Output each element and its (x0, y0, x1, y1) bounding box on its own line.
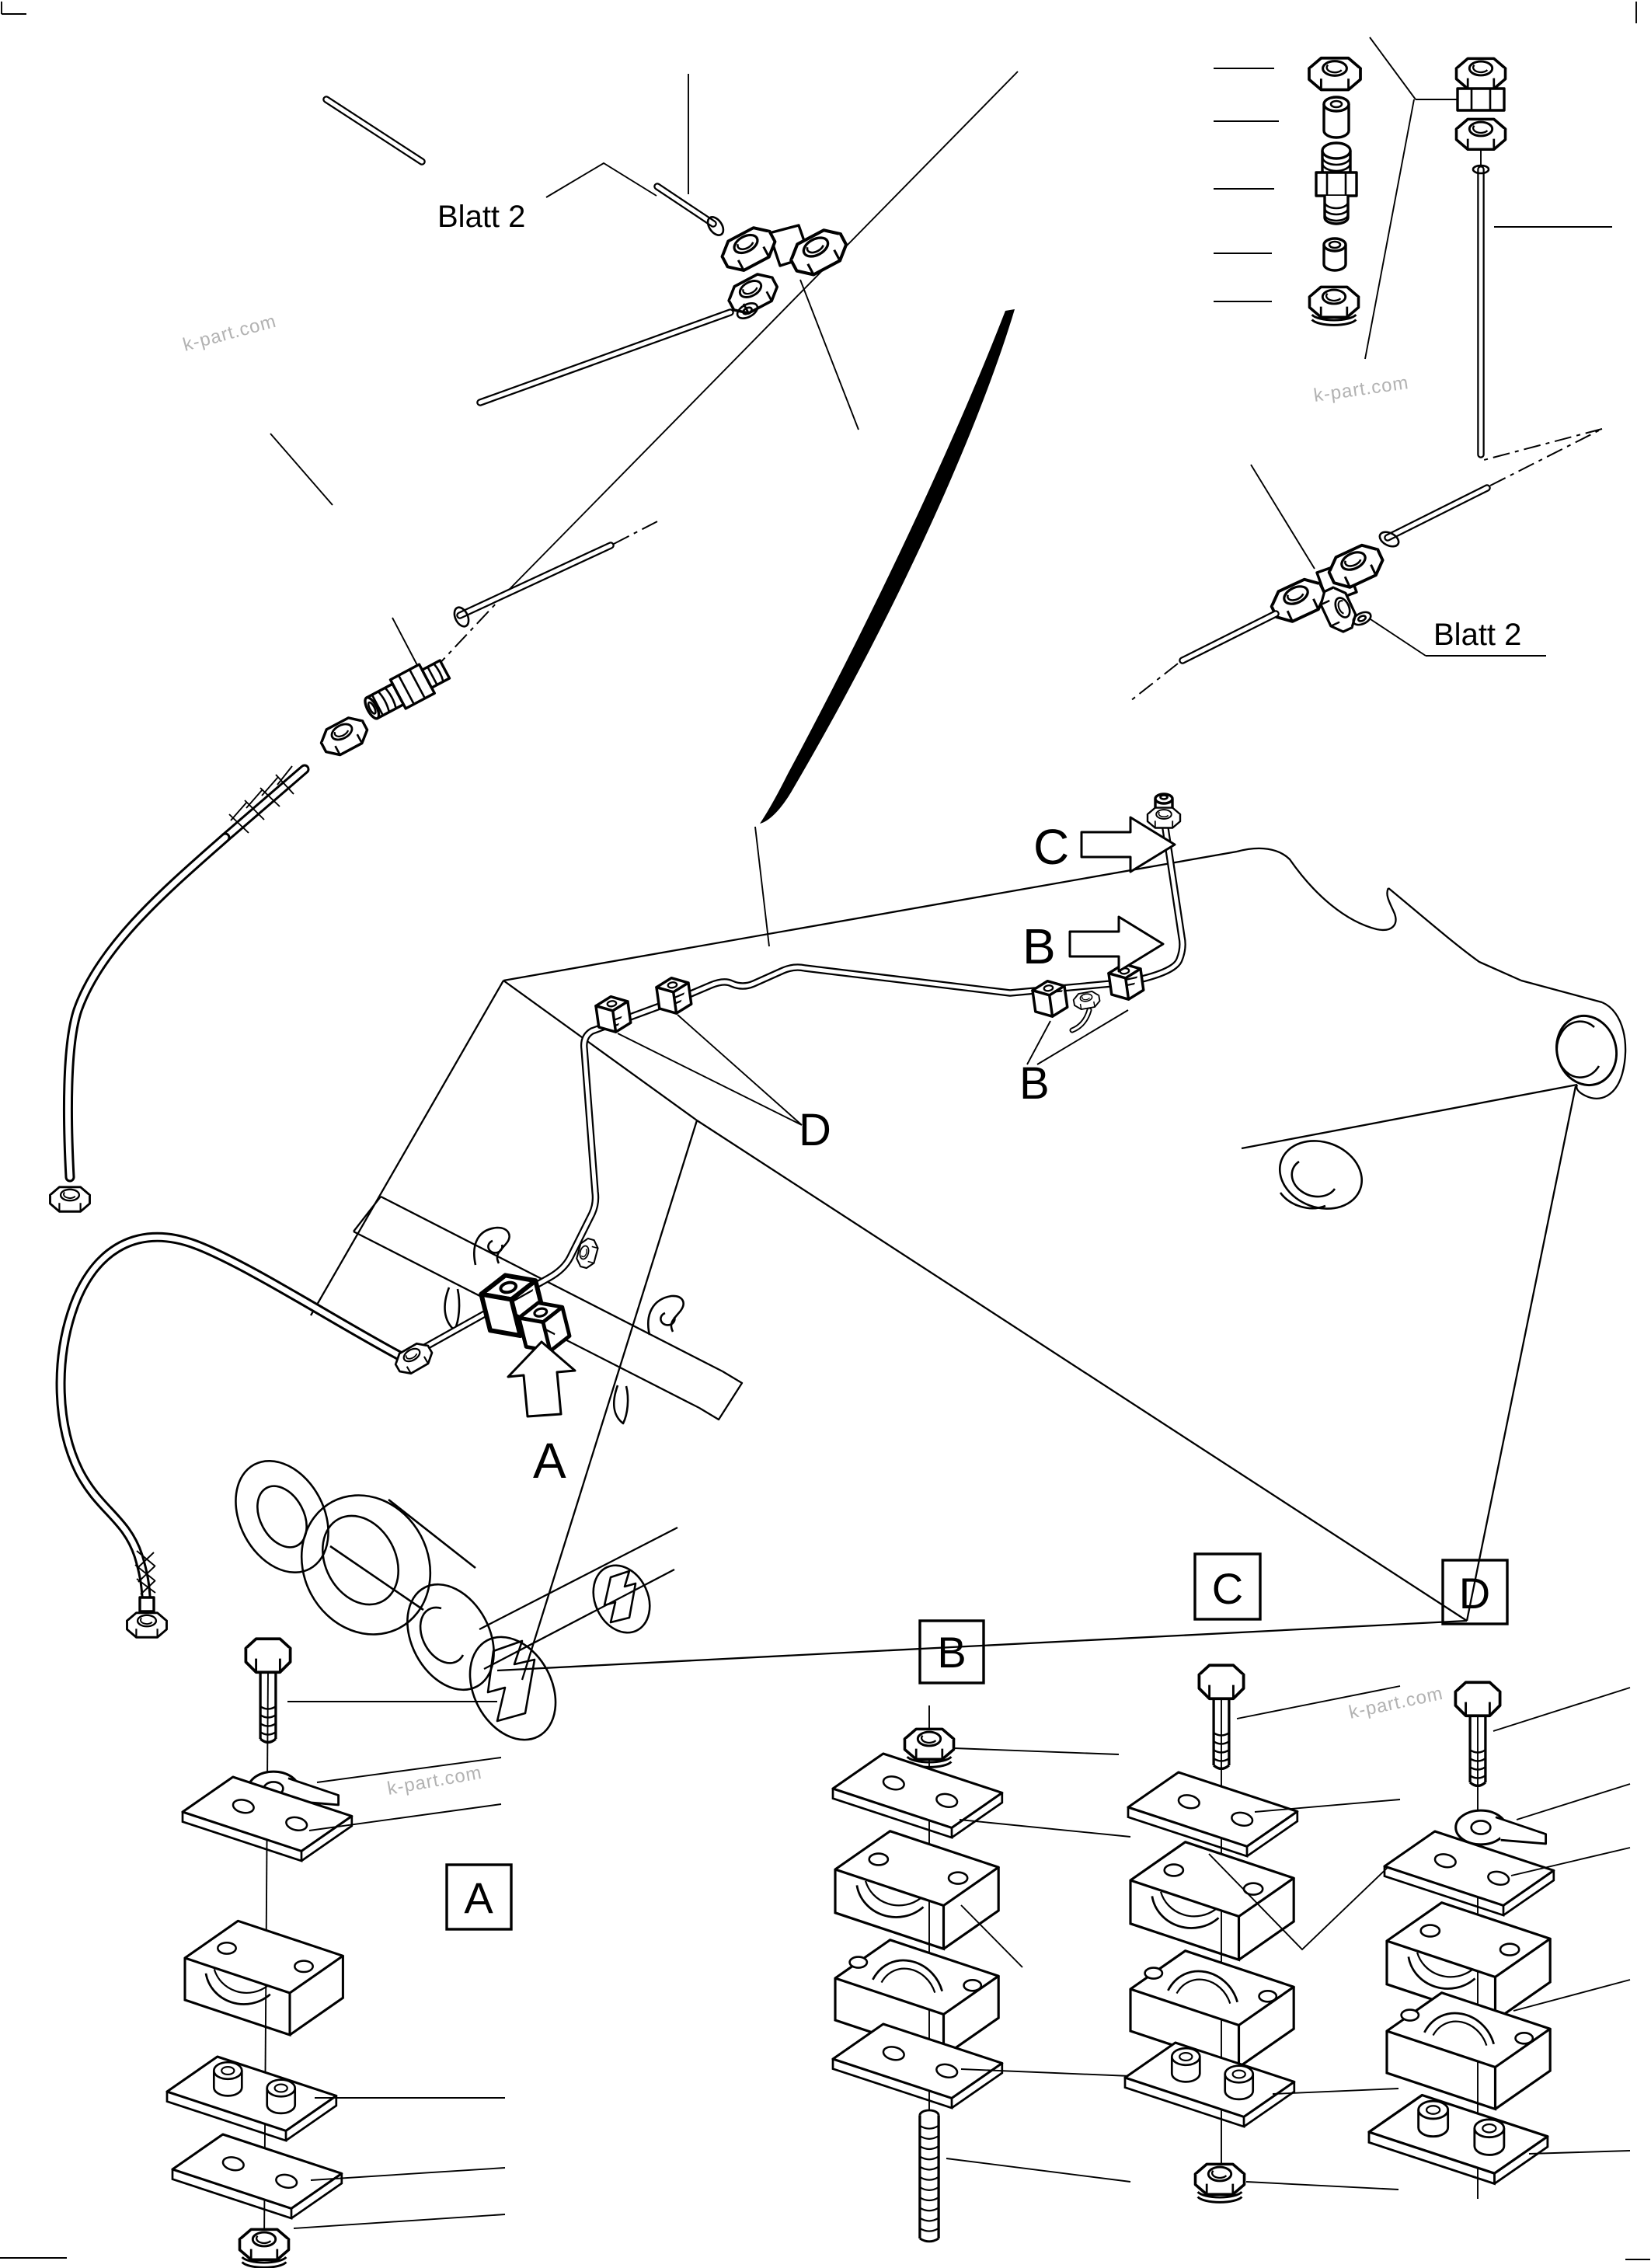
hose-end-nut (51, 1187, 90, 1211)
leader-line (1529, 2151, 1630, 2154)
leader-line (946, 2158, 1130, 2182)
leader-line (954, 1748, 1119, 1754)
lock-nut (1196, 2164, 1245, 2202)
union-coupling (1457, 58, 1506, 149)
leader-line (960, 1820, 1130, 1837)
detail-top-right (1214, 37, 1612, 455)
leader-line (1517, 1784, 1630, 1820)
hose-end-nut (127, 1613, 167, 1637)
watermark: k-part.com (180, 310, 279, 356)
union-nut (1310, 287, 1359, 325)
hose-end-sleeve (140, 1597, 154, 1611)
detail-top-left (270, 71, 1018, 668)
base-plate (833, 2024, 1002, 2108)
pivot-boss (1270, 1130, 1371, 1220)
pipe-clamp-b (1032, 979, 1068, 1019)
clamp-assembly-a (167, 1639, 511, 2267)
watermark: k-part.com (1312, 372, 1410, 406)
watermark: k-part.com (1346, 1682, 1445, 1723)
clamp-assembly-d (1369, 1560, 1630, 2199)
pipe-run (61, 794, 1183, 1637)
hose-nut (317, 712, 371, 760)
pipe-clamp-d (656, 976, 692, 1016)
threaded-adapter (1316, 143, 1357, 224)
cover-plate (833, 1754, 1002, 1838)
leader-line (755, 827, 769, 946)
leader-lines (1214, 68, 1279, 301)
leader-wedge-b (1027, 1010, 1128, 1064)
leader-line (1273, 2089, 1398, 2094)
leader-line (800, 280, 859, 430)
clamp-half-lower (1387, 1993, 1550, 2109)
callout-b-clamp: B (1019, 1058, 1050, 1109)
callouts (508, 817, 1175, 1489)
leader-line (294, 2214, 505, 2228)
sheet-ref-top: Blatt 2 (437, 200, 526, 234)
leader-line (546, 163, 657, 197)
tab-washer (1456, 1810, 1546, 1845)
riser-top-fitting (1148, 794, 1180, 828)
cover-plate (1385, 1831, 1554, 1915)
boss-plate (1369, 2096, 1548, 2184)
threaded-stud (920, 2110, 939, 2242)
tee-fitting-top (717, 222, 852, 322)
callout-a: A (533, 1433, 566, 1489)
pipe-clamp-d (595, 995, 632, 1034)
callout-b-arrow: B (1022, 918, 1056, 974)
boss-plate (167, 2057, 336, 2141)
clamp-half-upper (185, 1921, 343, 2035)
detail-boundary (1365, 37, 1458, 359)
clamp-assembly-b (833, 1621, 1130, 2242)
leader-line (1246, 2182, 1398, 2190)
sweep-curve (760, 309, 1015, 824)
clamp-assembly-c (1125, 1554, 1400, 2202)
braid-hatch (229, 766, 294, 833)
union-nut (1309, 58, 1360, 90)
callout-c: C (1033, 819, 1070, 875)
pin-lugs (218, 1445, 660, 1755)
box-c-label: C (1211, 1564, 1244, 1613)
boss-plate (1125, 2043, 1294, 2127)
base-plate (172, 2134, 342, 2218)
arrow-b-icon (1070, 917, 1163, 971)
detail-boundary (510, 71, 1018, 588)
tee-fitting-right (1267, 540, 1388, 636)
lock-nut (905, 1729, 954, 1767)
clamp-half-upper (835, 1831, 998, 1949)
detail-right-tee (1130, 429, 1602, 701)
detail-left-hose (51, 519, 663, 1211)
compression-ring (1324, 239, 1346, 270)
sheet-ref-right: Blatt 2 (1433, 618, 1522, 652)
tee-nut (717, 222, 780, 277)
lock-nut (240, 2229, 289, 2267)
box-d-label: D (1458, 1569, 1491, 1618)
box-b-label: B (937, 1628, 967, 1677)
leader-line (1251, 465, 1315, 569)
watermark: k-part.com (385, 1761, 484, 1799)
leader-line (270, 434, 333, 505)
box-a-label: A (464, 1873, 493, 1922)
inline-fitting (1073, 991, 1101, 1011)
leader-line (1493, 1688, 1630, 1731)
arrow-a-icon (508, 1342, 575, 1416)
leader-wedge-d (618, 1015, 802, 1125)
callout-d: D (799, 1105, 831, 1155)
compression-sleeve (1324, 97, 1349, 138)
clamp-half-upper (1130, 1842, 1294, 1960)
leader-line (392, 618, 417, 665)
adapter-fitting (361, 655, 453, 725)
cover-plate (1128, 1772, 1297, 1856)
clamp-half-lower (1130, 1951, 1294, 2068)
